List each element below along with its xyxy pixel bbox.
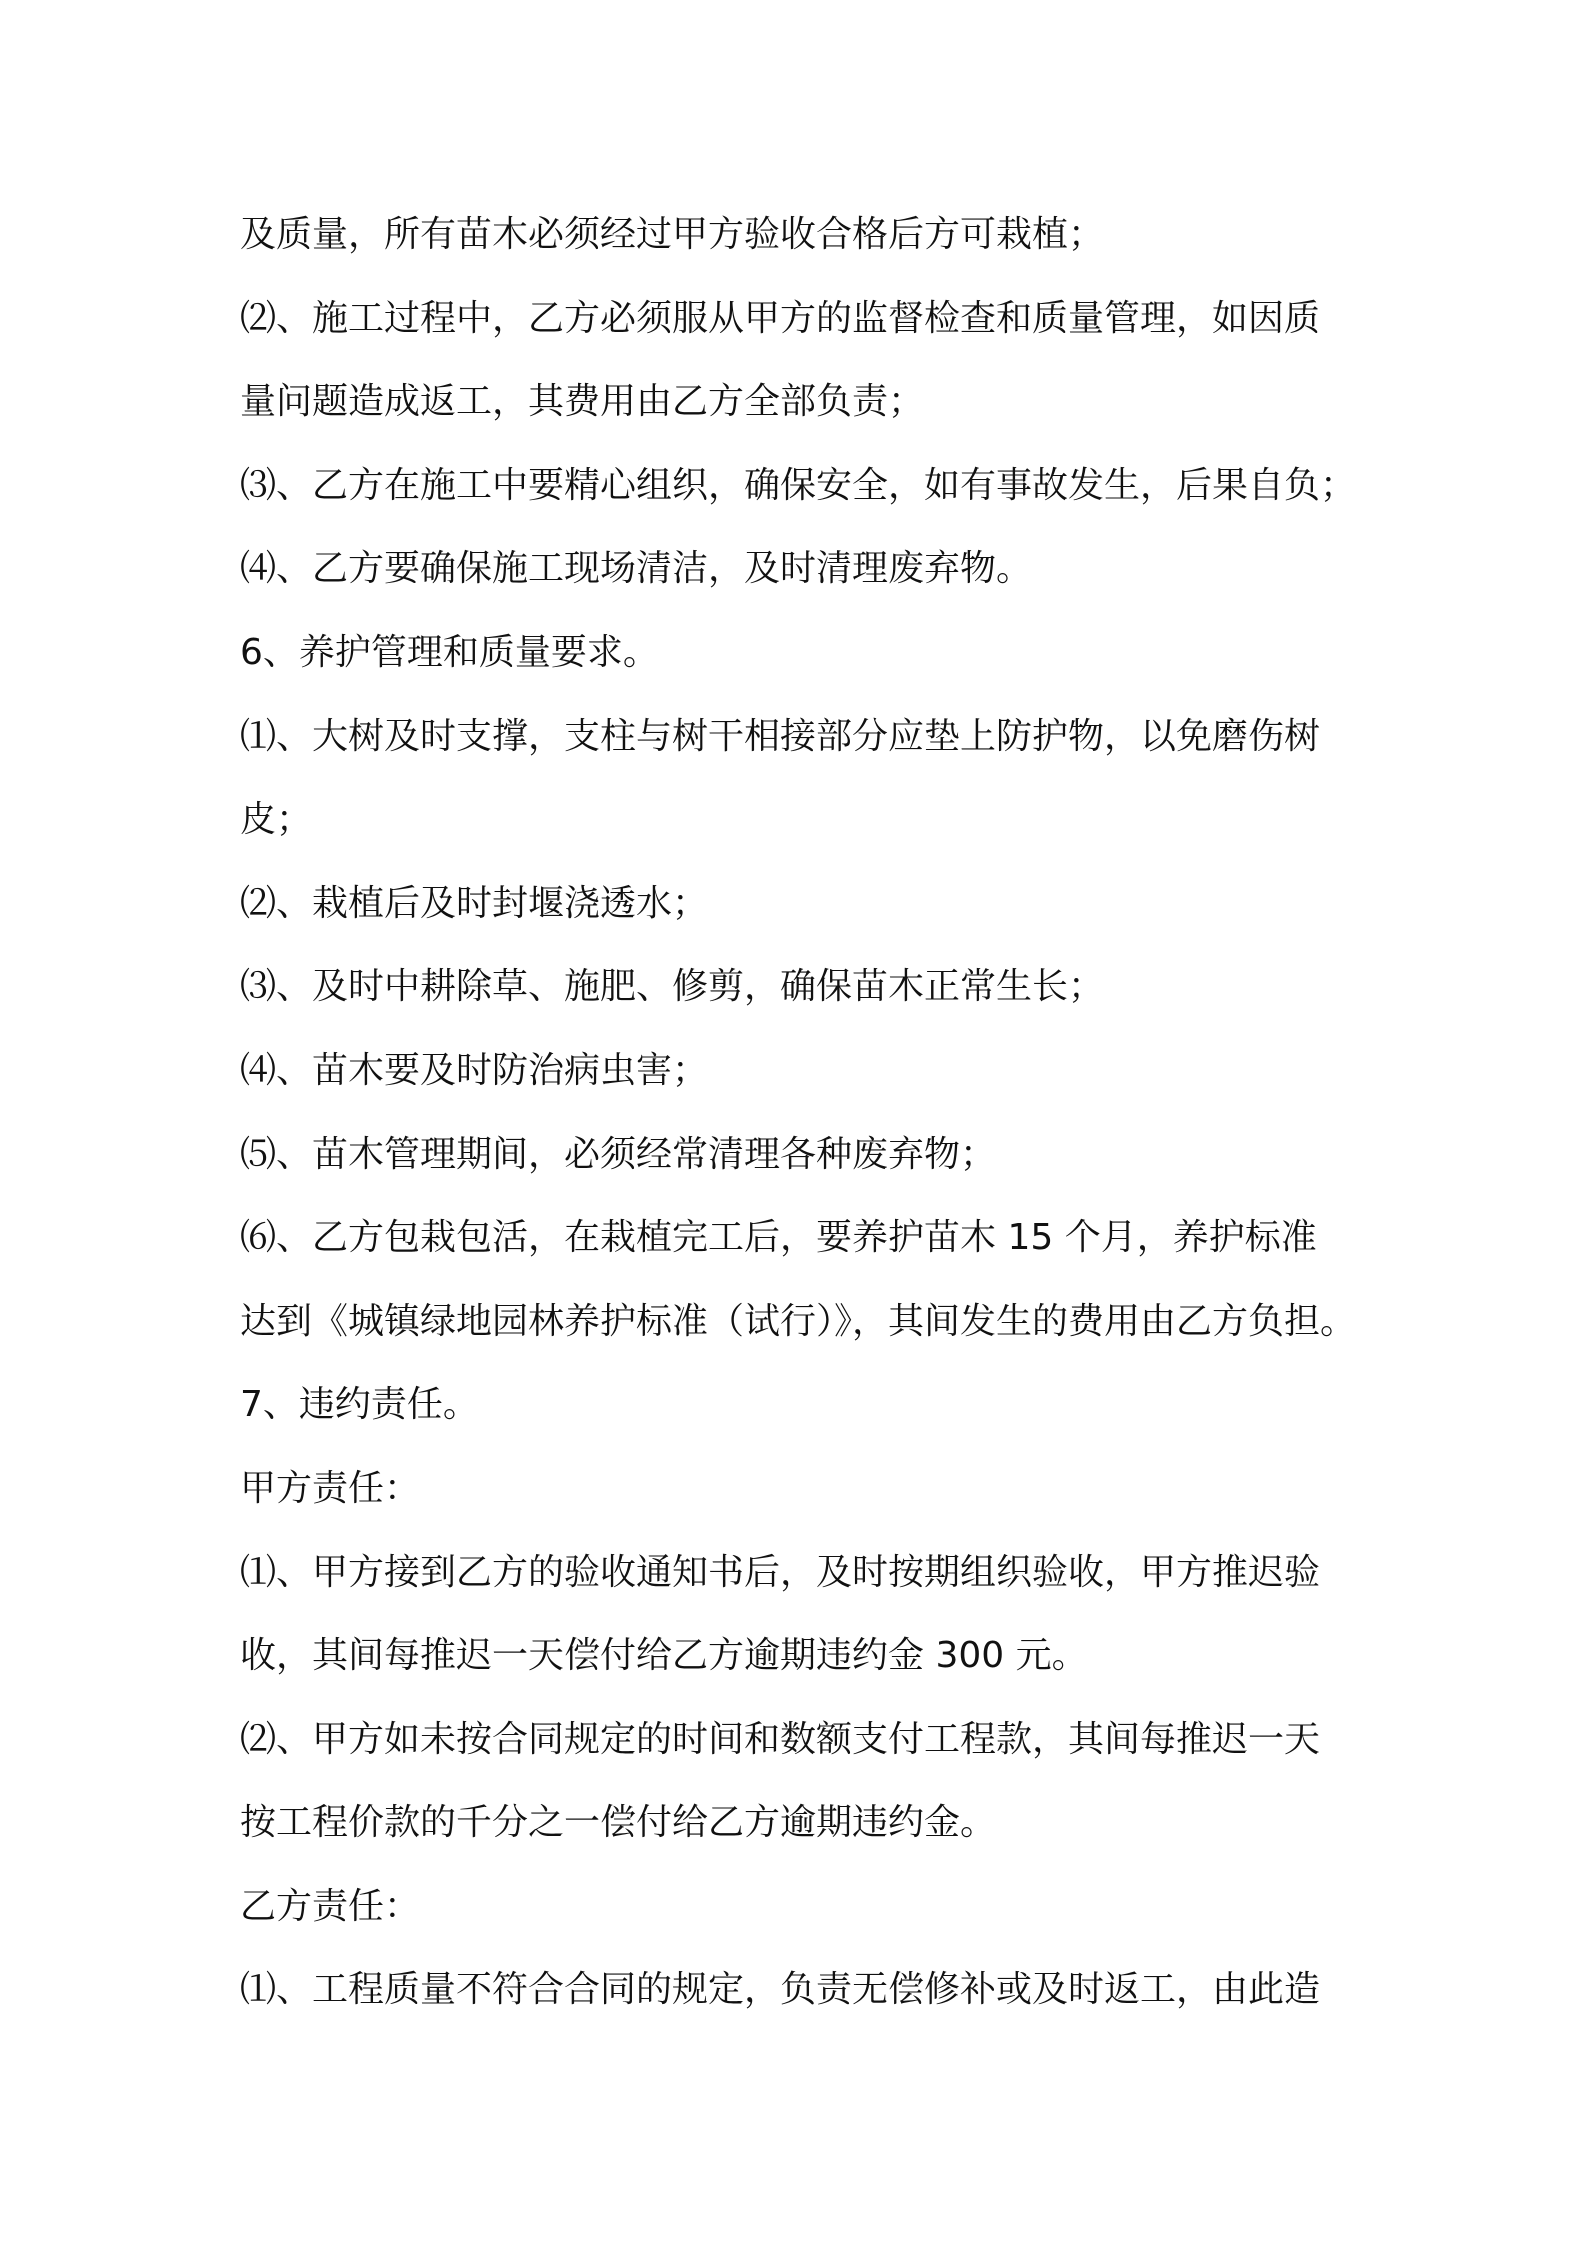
document-body — [240, 193, 1360, 2032]
text-line: ⑶、及时中耕除草、施肥、修剪，确保苗木正常生长； — [240, 966, 1105, 1008]
text-line: ⑴、工程质量不符合合同的规定，负责无偿修补或及时返工，由此造 — [240, 1969, 1321, 2011]
text-line: ⑴、甲方接到乙方的验收通知书后，及时按期组织验收，甲方推迟验 — [240, 1551, 1321, 1593]
text-line: 皮； — [240, 799, 313, 841]
text-line: ⑷、苗木要及时防治病虫害； — [240, 1049, 709, 1091]
section-heading: 7、违约责任。 — [240, 1384, 479, 1426]
text-line: 量问题造成返工，其费用由乙方全部负责； — [240, 381, 925, 423]
text-line: 达到《城镇绿地园林养护标准（试行）》，其间发生的费用由乙方负担。 — [240, 1300, 1357, 1342]
text-line: ⑶、乙方在施工中要精心组织，确保安全，如有事故发生，后果自负； — [240, 464, 1357, 506]
section-heading: 6、养护管理和质量要求。 — [240, 631, 659, 673]
text-line: 及质量，所有苗木必须经过甲方验收合格后方可栽植； — [240, 214, 1105, 255]
text-line: ⑸、苗木管理期间，必须经常清理各种废弃物； — [240, 1133, 997, 1175]
text-line: ⑵、栽植后及时封堰浇透水； — [240, 882, 709, 924]
text-line: ⑵、甲方如未按合同规定的时间和数额支付工程款，其间每推迟一天 — [240, 1718, 1321, 1760]
text-line: 收，其间每推迟一天偿付给乙方逾期违约金 300 元。 — [240, 1635, 1088, 1677]
subsection-heading: 乙方责任： — [240, 1885, 421, 1927]
text-line: ⑴、大树及时支撑，支柱与树干相接部分应垫上防护物，以免磨伤树 — [240, 715, 1321, 757]
text-line: ⑵、施工过程中，乙方必须服从甲方的监督检查和质量管理，如因质 — [240, 297, 1321, 339]
text-line: ⑷、乙方要确保施工现场清洁，及时清理废弃物。 — [240, 548, 1033, 590]
text-line: 按工程价款的千分之一偿付给乙方逾期违约金。 — [240, 1802, 997, 1844]
subsection-heading: 甲方责任： — [240, 1467, 421, 1509]
text-line: ⑹、乙方包栽包活，在栽植完工后，要养护苗木 15 个月，养护标准 — [240, 1217, 1317, 1259]
